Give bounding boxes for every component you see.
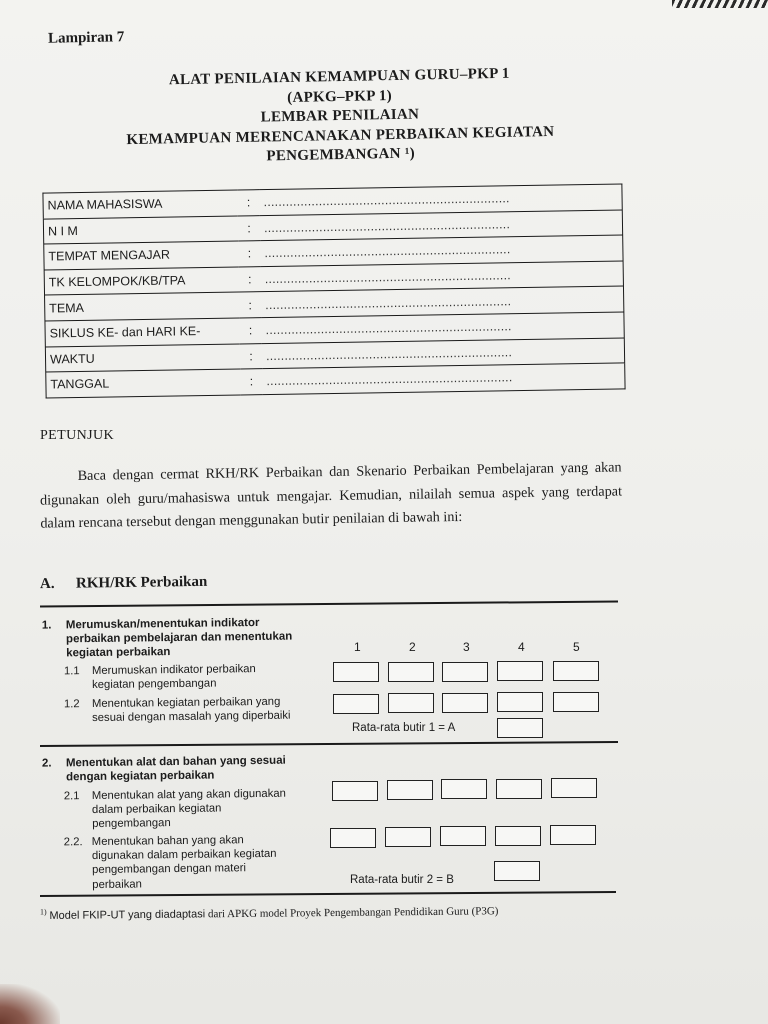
- footnote-mark: 1): [39, 907, 47, 917]
- item-divider: [40, 891, 616, 897]
- sub-number: 1.1: [63, 665, 80, 678]
- criterion-text: Menentukan alat dan bahan yang sesuai dengan kegiatan perbaikan: [65, 754, 286, 784]
- document-title: [59, 63, 621, 171]
- sub-criterion-2-1: [64, 787, 293, 832]
- field-label: N I M: [43, 216, 238, 245]
- field-colon: :: [240, 369, 262, 395]
- footnote: [40, 903, 499, 922]
- field-label: TEMA: [45, 292, 240, 321]
- identity-table: [42, 183, 625, 398]
- rating-box-2-1-score-3[interactable]: [441, 779, 487, 799]
- rating-box-2-1-score-4[interactable]: [496, 779, 542, 799]
- field-label: TEMPAT MENGAJAR: [44, 241, 239, 270]
- rating-box-2-2-score-4[interactable]: [495, 826, 541, 846]
- field-label: NAMA MAHASISWA: [47, 196, 163, 213]
- rating-box-2-2-score-2[interactable]: [385, 827, 431, 847]
- instructions-heading: PETUNJUK: [40, 428, 114, 443]
- section-divider: [40, 600, 618, 607]
- scale-label: 2: [409, 640, 416, 654]
- footnote-text: dari APKG model Proyek Pengembangan Pendidikan Guru (P3G): [207, 905, 499, 921]
- average-label-1: Rata-rata butir 1 = A: [352, 722, 456, 734]
- section-a-heading: [40, 574, 207, 593]
- field-blank[interactable]: ...................................................................: [260, 235, 623, 266]
- rating-box-2-2-score-5[interactable]: [550, 825, 596, 845]
- field-colon: :: [238, 215, 260, 241]
- rating-box-2-1-score-1[interactable]: [332, 781, 378, 801]
- page-corner-shadow: [0, 984, 60, 1024]
- rating-box-2-2-score-3[interactable]: [440, 826, 486, 846]
- field-colon: :: [238, 241, 260, 267]
- title-line: (APKG–PKP 1): [287, 87, 393, 106]
- field-blank[interactable]: ...................................................................: [263, 191, 510, 210]
- sub-text: Menentukan kegiatan perbaikan yang sesuai dengan masalah yang diperbaiki: [91, 695, 291, 725]
- rating-box-1-2-score-1[interactable]: [333, 694, 379, 714]
- field-blank[interactable]: ...................................................................: [262, 338, 625, 369]
- sub-criterion-2-2: [64, 833, 293, 893]
- rating-box-2-1-score-2[interactable]: [387, 780, 433, 800]
- scale-label: 3: [463, 640, 470, 654]
- sub-text: Menentukan bahan yang akan digunakan dalam perbaikan kegiatan pengembangan dengan materi perbaikan: [91, 834, 277, 891]
- average-label-2: Rata-rata butir 2 = B: [350, 874, 454, 886]
- rating-box-1-1-score-3[interactable]: [442, 662, 488, 682]
- sub-number: 2.1: [63, 790, 80, 803]
- sub-number: 1.2: [63, 698, 80, 711]
- field-colon: :: [239, 292, 261, 318]
- sub-criterion-1-1: [64, 662, 292, 693]
- field-label: TANGGAL: [46, 369, 241, 398]
- instructions-paragraph: Baca dengan cermat RKH/RK Perbaikan dan Skenario Perbaikan Pembelajaran yang akan digunakan oleh guru/mahasiswa untuk mengajar. Kemudian, nilailah semua aspek yang terdapat dalam rencana tersebut dengan menggunakan butir penilaian di bawah ini:: [39, 459, 623, 532]
- field-label: SIKLUS KE- dan HARI KE-: [45, 318, 240, 347]
- sub-text: Merumuskan indikator perbaikan kegiatan pengembangan: [91, 663, 256, 692]
- criterion-1-title: [42, 615, 306, 660]
- field-blank[interactable]: ...................................................................: [261, 286, 624, 317]
- rating-box-2-2-score-1[interactable]: [330, 828, 376, 848]
- criterion-2-title: [42, 753, 306, 784]
- scale-label: 4: [518, 640, 525, 654]
- section-letter: A.: [39, 575, 55, 593]
- field-colon: :: [239, 318, 261, 344]
- field-label: WAKTU: [45, 344, 240, 373]
- field-colon: :: [239, 266, 261, 292]
- field-colon: :: [246, 195, 251, 210]
- sub-number: 2.2.: [63, 836, 83, 849]
- sub-text: Menentukan alat yang akan digunakan dalam perbaikan kegiatan pengembangan: [91, 787, 286, 831]
- rating-box-1-2-score-2[interactable]: [388, 693, 434, 713]
- criterion-text: Merumuskan/menentukan indikator perbaikan pembelajaran dan menentukan kegiatan perbaikan: [65, 616, 293, 660]
- sub-criterion-1-2: [64, 695, 292, 726]
- criterion-number: 1.: [41, 619, 52, 632]
- field-label: TK KELOMPOK/KB/TPA: [44, 267, 239, 296]
- average-box-b[interactable]: [494, 861, 540, 881]
- scale-label: 5: [573, 640, 580, 654]
- rating-box-1-1-score-4[interactable]: [497, 661, 543, 681]
- item-divider: [40, 741, 618, 747]
- field-blank[interactable]: ...................................................................: [262, 363, 625, 394]
- title-line: KEMAMPUAN MERENCANAKAN PERBAIKAN KEGIATAN: [126, 123, 555, 148]
- footnote-model: Model FKIP-UT yang diadaptasi: [49, 908, 206, 922]
- rating-box-1-1-score-1[interactable]: [333, 662, 379, 682]
- rating-box-1-2-score-3[interactable]: [442, 693, 488, 713]
- field-blank[interactable]: ...................................................................: [260, 210, 623, 241]
- field-blank[interactable]: ...................................................................: [261, 312, 624, 343]
- title-line: PENGEMBANGAN ¹): [266, 145, 416, 165]
- rating-box-2-1-score-5[interactable]: [551, 778, 597, 798]
- scale-label: 1: [354, 640, 361, 654]
- criterion-number: 2.: [41, 757, 52, 770]
- appendix-label: Lampiran 7: [47, 29, 125, 47]
- section-title: RKH/RK Perbaikan: [75, 573, 208, 592]
- rating-box-1-1-score-2[interactable]: [388, 662, 434, 682]
- field-colon: :: [240, 343, 262, 369]
- rating-box-1-2-score-4[interactable]: [497, 692, 543, 712]
- page-edge-hatch: [672, 0, 768, 8]
- field-blank[interactable]: ...................................................................: [261, 261, 624, 292]
- title-line: LEMBAR PENILAIAN: [260, 106, 420, 126]
- rating-box-1-2-score-5[interactable]: [553, 692, 599, 712]
- title-line: ALAT PENILAIAN KEMAMPUAN GURU–PKP 1: [168, 65, 510, 89]
- average-box-a[interactable]: [497, 718, 543, 738]
- rating-box-1-1-score-5[interactable]: [553, 661, 599, 681]
